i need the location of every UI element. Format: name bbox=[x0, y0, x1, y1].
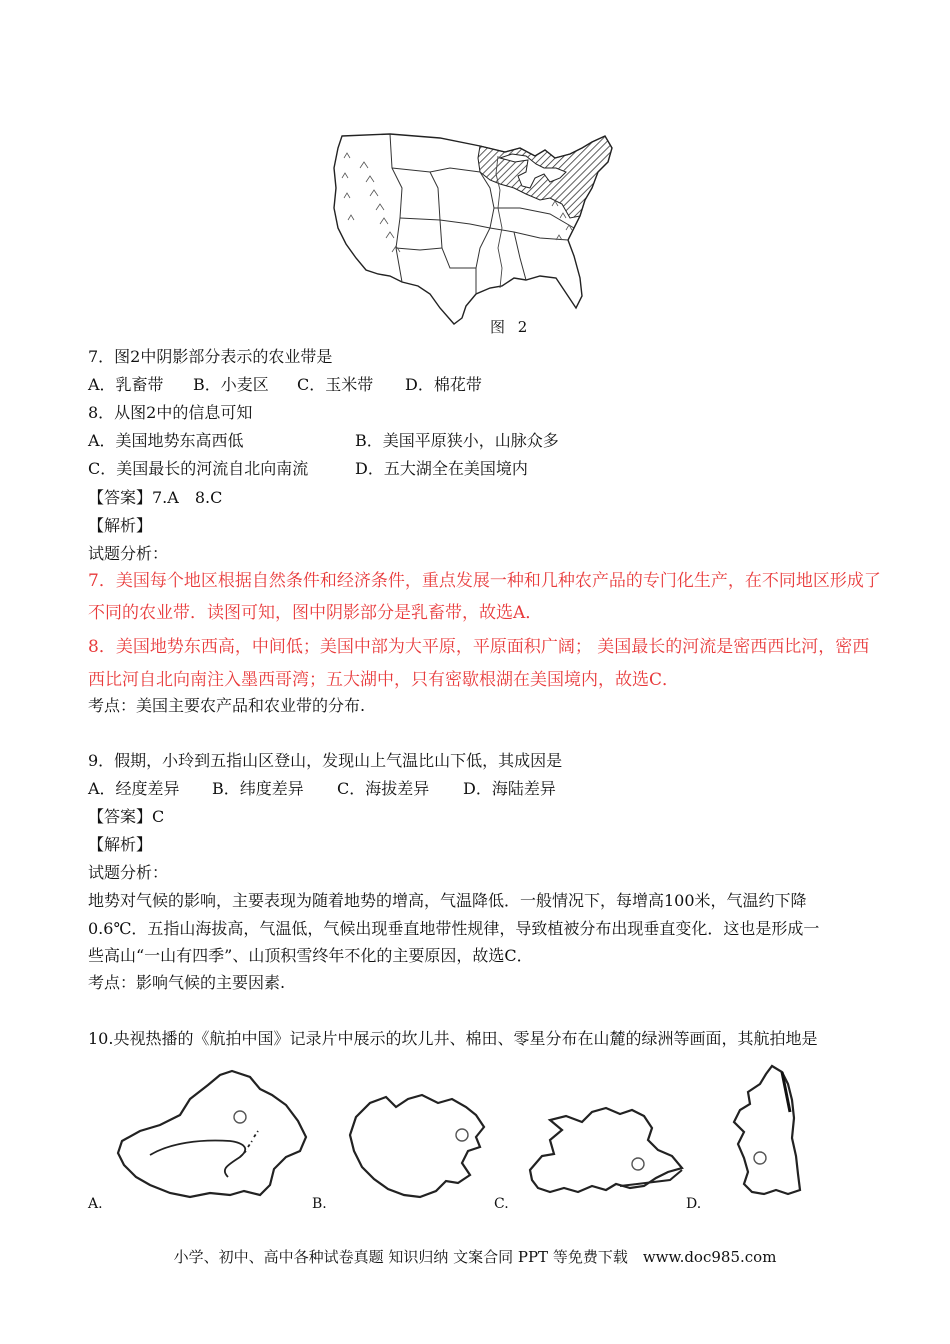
q8-stem: 8．从图2中的信息可知 bbox=[88, 403, 253, 422]
option-d-capital-marker bbox=[754, 1152, 766, 1164]
answer-7-8: 【答案】7.A 8.C bbox=[88, 488, 223, 507]
option-d-label: D. bbox=[686, 1196, 702, 1212]
analysis-intro-2: 试题分析： bbox=[88, 863, 169, 882]
analysis-heading-1: 【解析】 bbox=[88, 516, 153, 535]
explanation-8-line-2: 西比河自北向南注入墨西哥湾；五大湖中，只有密歇根湖在美国境内，故选C． bbox=[88, 670, 680, 690]
option-a-province-shape bbox=[110, 1065, 310, 1205]
q8-option-b: B．美国平原狭小，山脉众多 bbox=[355, 431, 559, 450]
option-c-province-shape bbox=[520, 1100, 690, 1200]
us-map-svg bbox=[330, 128, 620, 338]
explanation-7-line-2: 不同的农业带．读图可知，图中阴影部分是乳畜带，故选A． bbox=[88, 603, 543, 623]
explanation-9-line-3: 些高山“一山有四季”、山顶积雪终年不化的主要原因，故选C． bbox=[88, 946, 533, 965]
answer-9: 【答案】C bbox=[88, 807, 165, 826]
knowledge-point-2: 考点：影响气候的主要因素. bbox=[88, 973, 286, 992]
q7-option-a: A．乳畜带 bbox=[88, 375, 164, 394]
option-b-capital-marker bbox=[456, 1129, 468, 1141]
q8-option-d: D．五大湖全在美国境内 bbox=[355, 459, 528, 478]
q7-option-b: B．小麦区 bbox=[193, 375, 269, 394]
q9-option-b: B．纬度差异 bbox=[212, 779, 304, 798]
option-b-province-shape bbox=[340, 1085, 500, 1205]
explanation-9-line-2: 0.6℃．五指山海拔高，气温低，气候出现垂直地带性规律，导致植被分布出现垂直变化．这也是形成一 bbox=[88, 919, 820, 938]
q9-option-c: C．海拔差异 bbox=[337, 779, 430, 798]
option-d-province-shape bbox=[720, 1062, 820, 1204]
explanation-9-line-1: 地势对气候的影响，主要表现为随着地势的增高，气温降低．一般情况下，每增高100米，气温约下降 bbox=[88, 891, 807, 910]
option-c-label: C. bbox=[494, 1196, 509, 1212]
explanation-8-line-1: 8．美国地势东西高，中间低；美国中部为大平原，平原面积广阔； 美国最长的河流是密西西比河，密西 bbox=[88, 637, 870, 657]
page-footer[interactable]: 小学、初中、高中各种试卷真题 知识归纳 文案合同 PPT 等免费下载 www.doc985.com bbox=[173, 1248, 777, 1266]
analysis-intro-1: 试题分析： bbox=[88, 544, 169, 563]
q9-option-d: D．海陆差异 bbox=[463, 779, 556, 798]
q7-option-d: D．棉花带 bbox=[405, 375, 482, 394]
option-a-capital-marker bbox=[234, 1111, 246, 1123]
q8-option-c: C．美国最长的河流自北向南流 bbox=[88, 459, 309, 478]
q7-option-c: C．玉米带 bbox=[297, 375, 374, 394]
option-b-label: B. bbox=[312, 1196, 327, 1212]
q9-option-a: A．经度差异 bbox=[88, 779, 180, 798]
us-map-figure bbox=[330, 128, 620, 338]
explanation-7-line-1: 7．美国每个地区根据自然条件和经济条件，重点发展一种和几种农产品的专门化生产，在不同地区形成了 bbox=[88, 571, 881, 591]
figure-caption: 图 2 bbox=[490, 318, 532, 336]
option-c-capital-marker bbox=[632, 1158, 644, 1170]
q7-stem: 7．图2中阴影部分表示的农业带是 bbox=[88, 347, 333, 366]
q10-stem: 10.央视热播的《航拍中国》记录片中展示的坎儿井、棉田、零星分布在山麓的绿洲等画面，其航拍地是 bbox=[88, 1029, 818, 1048]
option-a-label: A. bbox=[88, 1196, 103, 1212]
q9-stem: 9．假期，小玲到五指山区登山，发现山上气温比山下低，其成因是 bbox=[88, 751, 563, 770]
analysis-heading-2: 【解析】 bbox=[88, 835, 153, 854]
q8-option-a: A．美国地势东高西低 bbox=[88, 431, 244, 450]
knowledge-point-1: 考点：美国主要农产品和农业带的分布. bbox=[88, 696, 366, 715]
